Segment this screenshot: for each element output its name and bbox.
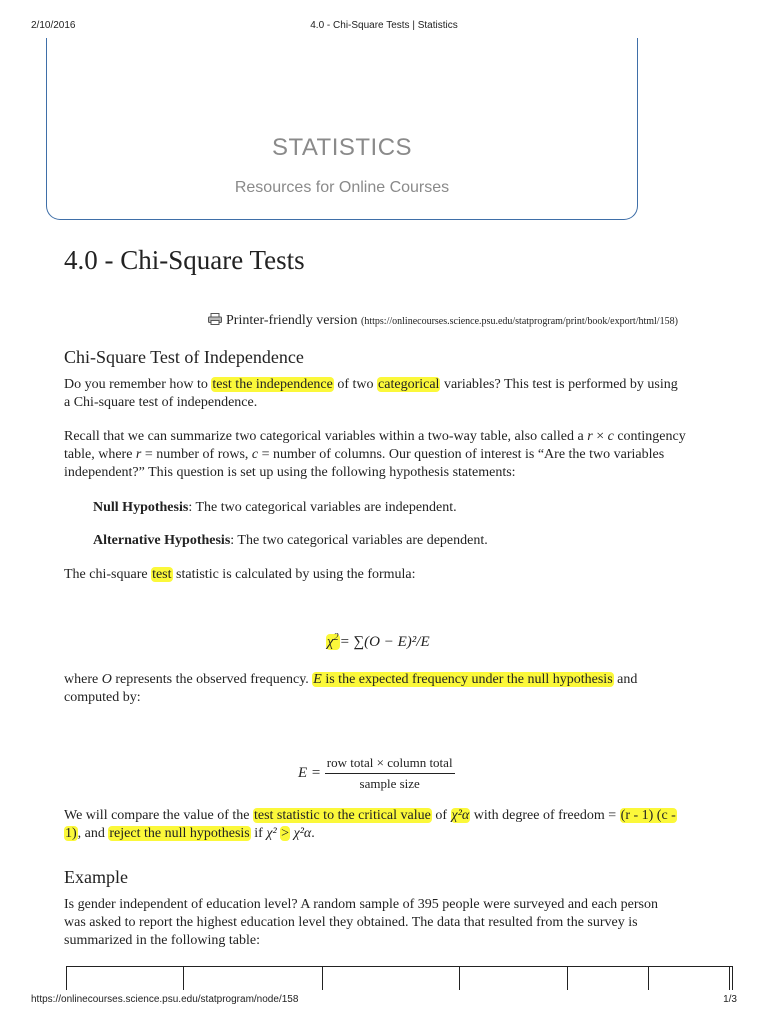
text: table, where [64, 447, 136, 462]
text: is the expected frequency under the null hypothesis [321, 672, 613, 687]
expected-frequency-formula [298, 755, 455, 792]
text: , and [77, 826, 109, 841]
formula-rhs: = ∑(O − E)²/E [339, 634, 430, 650]
text: We will compare the value of the [64, 808, 253, 823]
highlight-chi: $\chi^2$ [327, 632, 339, 650]
var-r: r [587, 429, 593, 444]
printer-friendly-url: (https://onlinecourses.science.psu.edu/statprogram/print/book/export/html/158) [361, 316, 678, 327]
text: and [613, 672, 638, 687]
highlight-categorical: categorical [378, 377, 440, 392]
example-line1: Is gender independent of education level? A random sample of 395 people were surveyed and each person [64, 897, 659, 912]
fraction-denominator: sample size [359, 776, 420, 791]
section-heading-example: Example [64, 867, 128, 887]
print-date: 2/10/2016 [31, 20, 76, 31]
example-line3: summarized in the following table: [64, 933, 260, 948]
text: . [311, 826, 315, 841]
null-hypothesis [93, 499, 457, 517]
null-hypothesis-text: : The two categorical variables are independent. [188, 500, 457, 515]
highlight-greater-than: > [281, 826, 290, 841]
highlight-test: test [152, 567, 172, 582]
chi-symbol: χ [327, 634, 334, 650]
text: represents the observed frequency. [111, 672, 313, 687]
highlight-df-part2: 1) [65, 826, 77, 841]
text: × [592, 429, 608, 444]
site-banner[interactable] [46, 38, 638, 220]
paragraph-intro-line2: a Chi-square test of independence. [64, 395, 258, 410]
footer-url: https://onlinecourses.science.psu.edu/statprogram/node/158 [31, 994, 299, 1005]
text: = number of columns. Our question of interest is “Are the two variables [258, 447, 665, 462]
text: The chi-square [64, 567, 152, 582]
null-hypothesis-label: Null Hypothesis [93, 500, 189, 515]
text: Recall that we can summarize two categorical variables within a two-way table, also called a [64, 429, 588, 444]
highlight-critical-value: χ²α [451, 808, 470, 823]
text: = number of rows, [141, 447, 252, 462]
text: with degree of freedom = [470, 808, 620, 823]
paragraph-intro [64, 376, 724, 412]
printer-icon [208, 313, 222, 325]
chi-square-formula [326, 632, 430, 651]
var-e: E [313, 672, 322, 687]
text: of [431, 808, 451, 823]
fraction-numerator: row total × column total [325, 755, 455, 774]
printer-friendly-link[interactable] [208, 313, 678, 329]
site-title[interactable]: STATISTICS [271, 134, 413, 161]
formula-lhs: E = [298, 765, 322, 781]
highlight-test-statistic: test statistic to the critical value [253, 808, 431, 823]
site-subtitle: Resources for Online Courses [234, 179, 450, 196]
paragraph-observed [64, 671, 734, 707]
var-c: c [607, 429, 614, 444]
text: of two [333, 377, 378, 392]
var-r: r [135, 447, 142, 462]
text: variables? This test is performed by using [440, 377, 678, 392]
text: statistic is calculated by using the formula: [172, 567, 416, 582]
paragraph-line3: independent?” This question is set up using the following hypothesis statements: [64, 465, 516, 480]
text: contingency [613, 429, 686, 444]
alt-hypothesis-label: Alternative Hypothesis [93, 533, 231, 548]
printer-friendly-label[interactable]: Printer-friendly version [226, 313, 358, 328]
text: where [64, 672, 102, 687]
var-c: c [251, 447, 259, 462]
highlight-test-independence: test the independence [212, 377, 333, 392]
section-heading-independence: Chi-Square Test of Independence [64, 347, 304, 367]
chi-square-stat: χ² [266, 826, 281, 841]
fraction [325, 755, 455, 792]
footer-page-number: 1/3 [723, 994, 737, 1005]
alternative-hypothesis [93, 532, 488, 550]
alt-hypothesis-text: : The two categorical variables are dependent. [230, 533, 488, 548]
highlight-reject: reject the null hypothesis [109, 826, 250, 841]
paragraph-formula-intro [64, 566, 416, 584]
paragraph-two-way-table [64, 428, 734, 482]
paragraph-compare [64, 807, 734, 843]
print-title: 4.0 - Chi-Square Tests | Statistics [310, 20, 458, 31]
var-o: O [101, 672, 112, 687]
highlight-expected [312, 672, 613, 687]
example-line2: was asked to report the highest education level they obtained. The data that resulted from the survey is [64, 915, 638, 930]
text: if [250, 826, 267, 841]
chi-critical: χ²α [290, 826, 312, 841]
text: Do you remember how to [64, 377, 212, 392]
paragraph-line2: computed by: [64, 690, 141, 705]
highlight-df-part1: (r - 1) (c - [620, 808, 676, 823]
page-title: 4.0 - Chi-Square Tests [64, 245, 305, 275]
paragraph-example [64, 896, 744, 950]
